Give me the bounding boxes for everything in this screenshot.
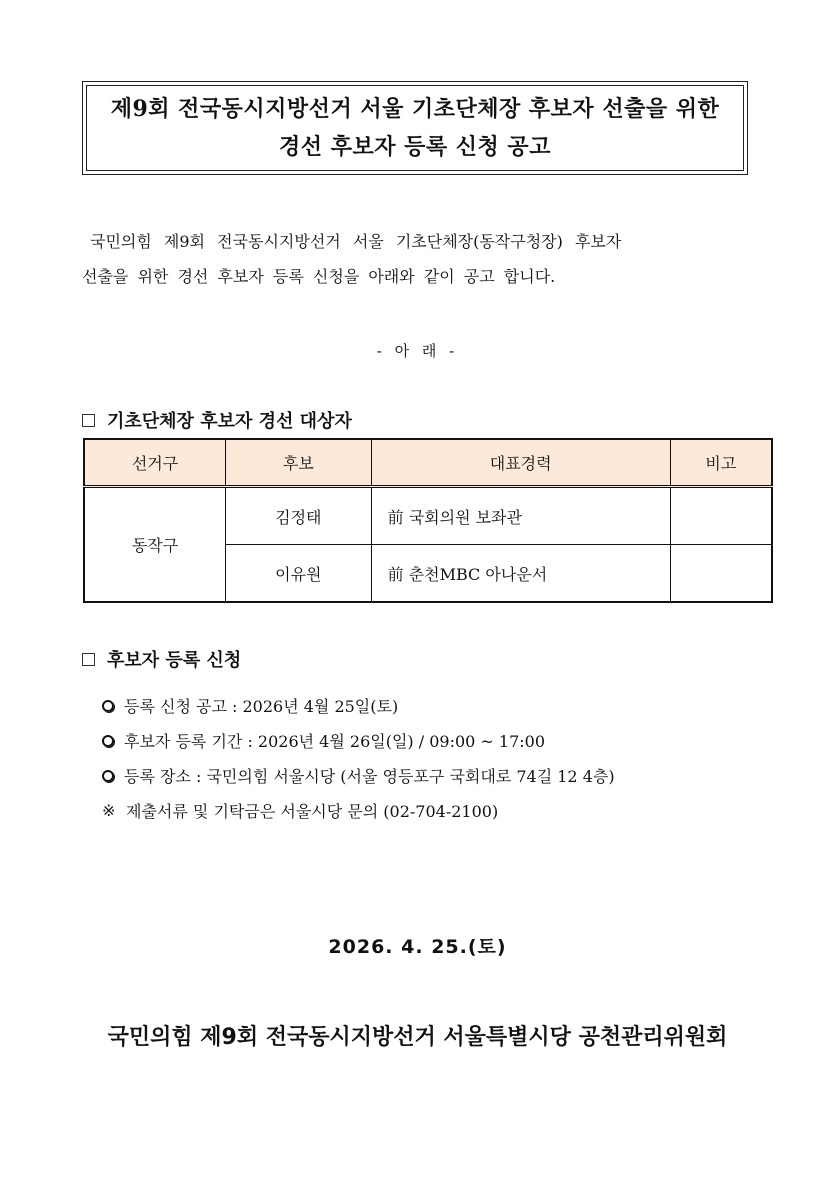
- square-bullet-icon: [82, 653, 95, 666]
- list-item: [102, 688, 615, 723]
- intro-line-2: 선출을 위한 경선 후보자 등록 신청을 아래와 같이 공고 합니다.: [82, 267, 556, 286]
- title-line-2: 경선 후보자 등록 신청 공고: [279, 134, 551, 160]
- organization-name: 국민의힘 제9회 전국동시지방선거 서울특별시당 공천관리위원회: [107, 1025, 728, 1050]
- notice-date: 2026. 4. 25.(토): [328, 936, 507, 958]
- list-item-text: 등록 신청 공고 : 2026년 4월 25일(토): [124, 697, 399, 716]
- reference-mark-icon: ※: [102, 801, 116, 820]
- header-career: 대표경력: [371, 439, 670, 487]
- section-registration-heading: [82, 646, 241, 672]
- title-box: [82, 81, 748, 175]
- ahrae-heading: - 아 래 -: [376, 342, 459, 360]
- list-item-text: 등록 장소 : 국민의힘 서울시당 (서울 영등포구 국회대로 74길 12 4층): [124, 767, 615, 786]
- district-cell: 동작구: [84, 487, 226, 603]
- registration-items: [102, 688, 615, 828]
- square-bullet-icon: [82, 414, 95, 427]
- list-item-text: 후보자 등록 기간 : 2026년 4월 26일(일) / 09:00 ~ 17:00: [124, 732, 546, 751]
- candidate-career: 前 국회의원 보좌관: [371, 487, 670, 545]
- table-row: [84, 487, 772, 545]
- list-item: [102, 758, 615, 793]
- candidates-table: [83, 438, 773, 603]
- list-item: [102, 723, 615, 758]
- note-text: 제출서류 및 기탁금은 서울시당 문의 (02-704-2100): [126, 802, 499, 821]
- note-item: [102, 793, 615, 828]
- section-candidates-title: 기초단체장 후보자 경선 대상자: [107, 411, 352, 432]
- section-candidates-heading: [82, 407, 352, 433]
- circle-bullet-icon: [102, 735, 114, 747]
- candidate-note: [670, 545, 772, 603]
- candidate-career: 前 춘천MBC 아나운서: [371, 545, 670, 603]
- candidate-name: 김정태: [226, 487, 372, 545]
- section-registration-title: 후보자 등록 신청: [107, 650, 242, 671]
- intro-paragraph: [82, 224, 762, 294]
- candidate-note: [670, 487, 772, 545]
- header-district: 선거구: [84, 439, 226, 487]
- circle-bullet-icon: [102, 770, 114, 782]
- header-note: 비고: [670, 439, 772, 487]
- intro-line-1: 국민의힘 제9회 전국동시지방선거 서울 기초단체장(동작구청장) 후보자: [90, 232, 622, 251]
- title-box-inner: [86, 85, 744, 171]
- candidate-name: 이유원: [226, 545, 372, 603]
- header-candidate: 후보: [226, 439, 372, 487]
- title-line-1: 제9회 전국동시지방선거 서울 기초단체장 후보자 선출을 위한: [110, 96, 720, 122]
- table-header-row: [84, 439, 772, 487]
- circle-bullet-icon: [102, 700, 114, 712]
